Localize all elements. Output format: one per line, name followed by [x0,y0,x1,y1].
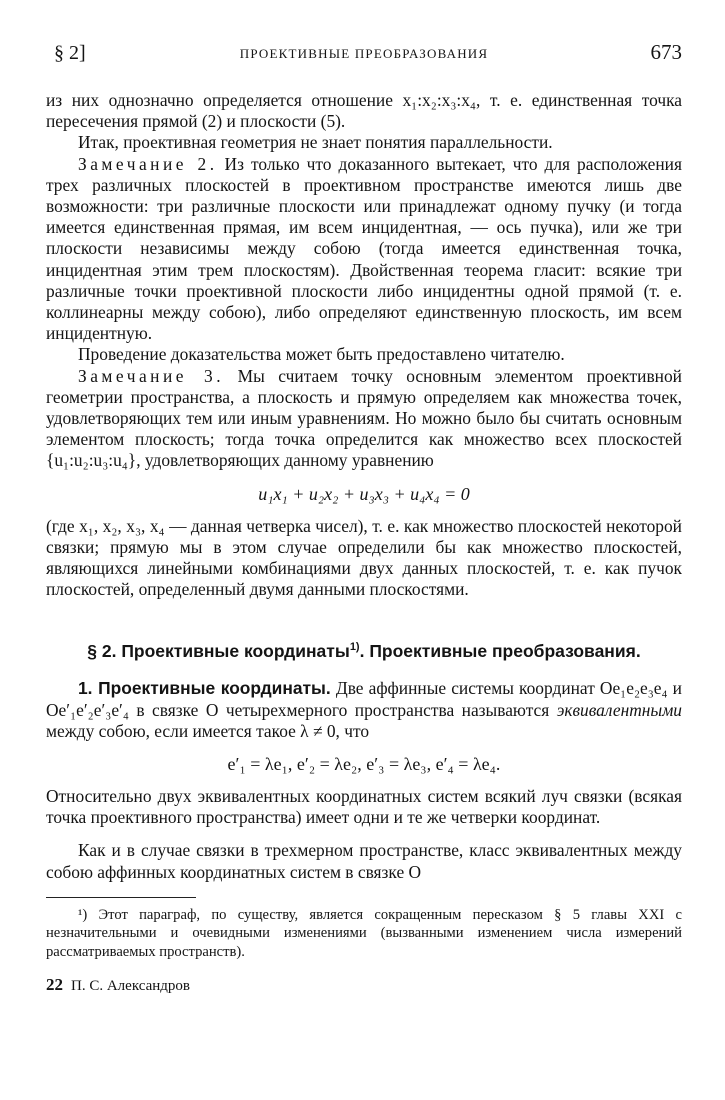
subsection-title: 1. Проективные координаты. [78,678,331,699]
term-equivalent: эквивалентными [556,699,682,720]
footnote-divider [46,897,196,898]
subsection-text-b: между собою, если имеется такое λ ≠ 0, что [46,720,370,741]
formula-plane-equation: u₁x₁ + u₂x₂ + u₃x₃ + u₄x₄ = 0 [258,483,470,504]
running-title: ПРОЕКТИВНЫЕ ПРЕОБРАЗОВАНИЯ [239,46,489,61]
remark-3-text: Мы считаем точку основным элементом проективной геометрии пространства, а плоскость и прямую определяем как множества точек, удовлетворяющих тем или иным уравнениям. Но можно было бы считать основным элементом плоскость; тогда точка определится как множество всех плоскостей {u₁:u₂:u₃:u₄}, удовлетворяющих данному уравнению [46,365,682,471]
header-section-mark: § 2] [54,42,86,64]
printer-signature [46,975,682,995]
subsection-text-a: Две аффинные системы координат Oe₁e₂e₃e₄ и Oe′₁e′₂e′₃e′₄ в связке O четырехмерного пространства называются [46,678,682,720]
author-name: П. С. Александров [71,977,190,994]
paragraph-equivalent-systems: Относительно двух эквивалентных координатных систем всякий луч связки (всякая точка проективного пространства) имеет одни и те же четверки координат. [46,785,682,828]
paragraph-conclusion: Итак, проективная геометрия не знает понятия параллельности. [78,132,553,153]
page-number: 673 [650,40,682,64]
formula-equivalence: e′₁ = λe₁, e′₂ = λe₂, e′₃ = λe₃, e′₄ = λe₄. [227,753,501,774]
paragraph-proof-note: Проведение доказательства может быть предоставлено читателю. [78,344,565,365]
paragraph-after-formula: (где x₁, x₂, x₃, x₄ — данная четверка чисел), т. е. как множество плоскостей некоторой связки; прямую мы в этом случае определили бы как множество плоскостей, являющихся линейными комбинациями двух данных плоскостей, т. е. как пучок плоскостей, определенный двумя данными плоскостями. [46,515,682,600]
paragraph-remark-2 [46,154,682,345]
remark-2-label: Замечание 2. [78,153,218,174]
paragraph-subsection-1 [46,678,682,742]
footnote-marker: 1) [349,641,360,654]
paragraph-remark-3 [46,366,682,472]
paragraph-class-of-systems: Как и в случае связки в трехмерном пространстве, класс эквивалентных между собою аффинных координатных систем в связке O [46,840,682,882]
paragraph-continuation: из них однозначно определяется отношение x₁:x₂:x₃:x₄, т. е. единственная точка пересечения прямой (2) и плоскости (5). [46,90,682,132]
sheet-number: 22 [46,974,63,994]
footnote: ¹) Этот параграф, по существу, является сокращенным пересказом § 5 главы XXI с незначительными и очевидными изменениями (вызванными изменением числа измерений рассматриваемых пространств). [46,906,682,960]
remark-2-text: Из только что доказанного вытекает, что для расположения трех различных плоскостей в проективном пространстве имеются лишь две возможности: три различные плоскости или принадлежат одному пучку (и тогда имеется единственная прямая, им всем инцидентная, — ось пучка), или же три плоскости независимы между собою (тогда имеется единственная точка, инцидентная этим трем плоскостям). Двойственная теорема гласит: всякие три различные точки проективной плоскости либо инцидентны одной прямой (т. е. коллинеарны между собою), либо определяют единственную плоскость, им всем инцидентную. [46,153,682,344]
book-page [46,38,682,995]
section-heading-part-a: § 2. Проективные координаты [87,641,350,662]
section-heading-part-b: . Проективные преобразования. [359,641,641,662]
running-header [46,38,682,68]
remark-3-label: Замечание 3. [78,365,225,386]
section-heading [46,636,682,662]
